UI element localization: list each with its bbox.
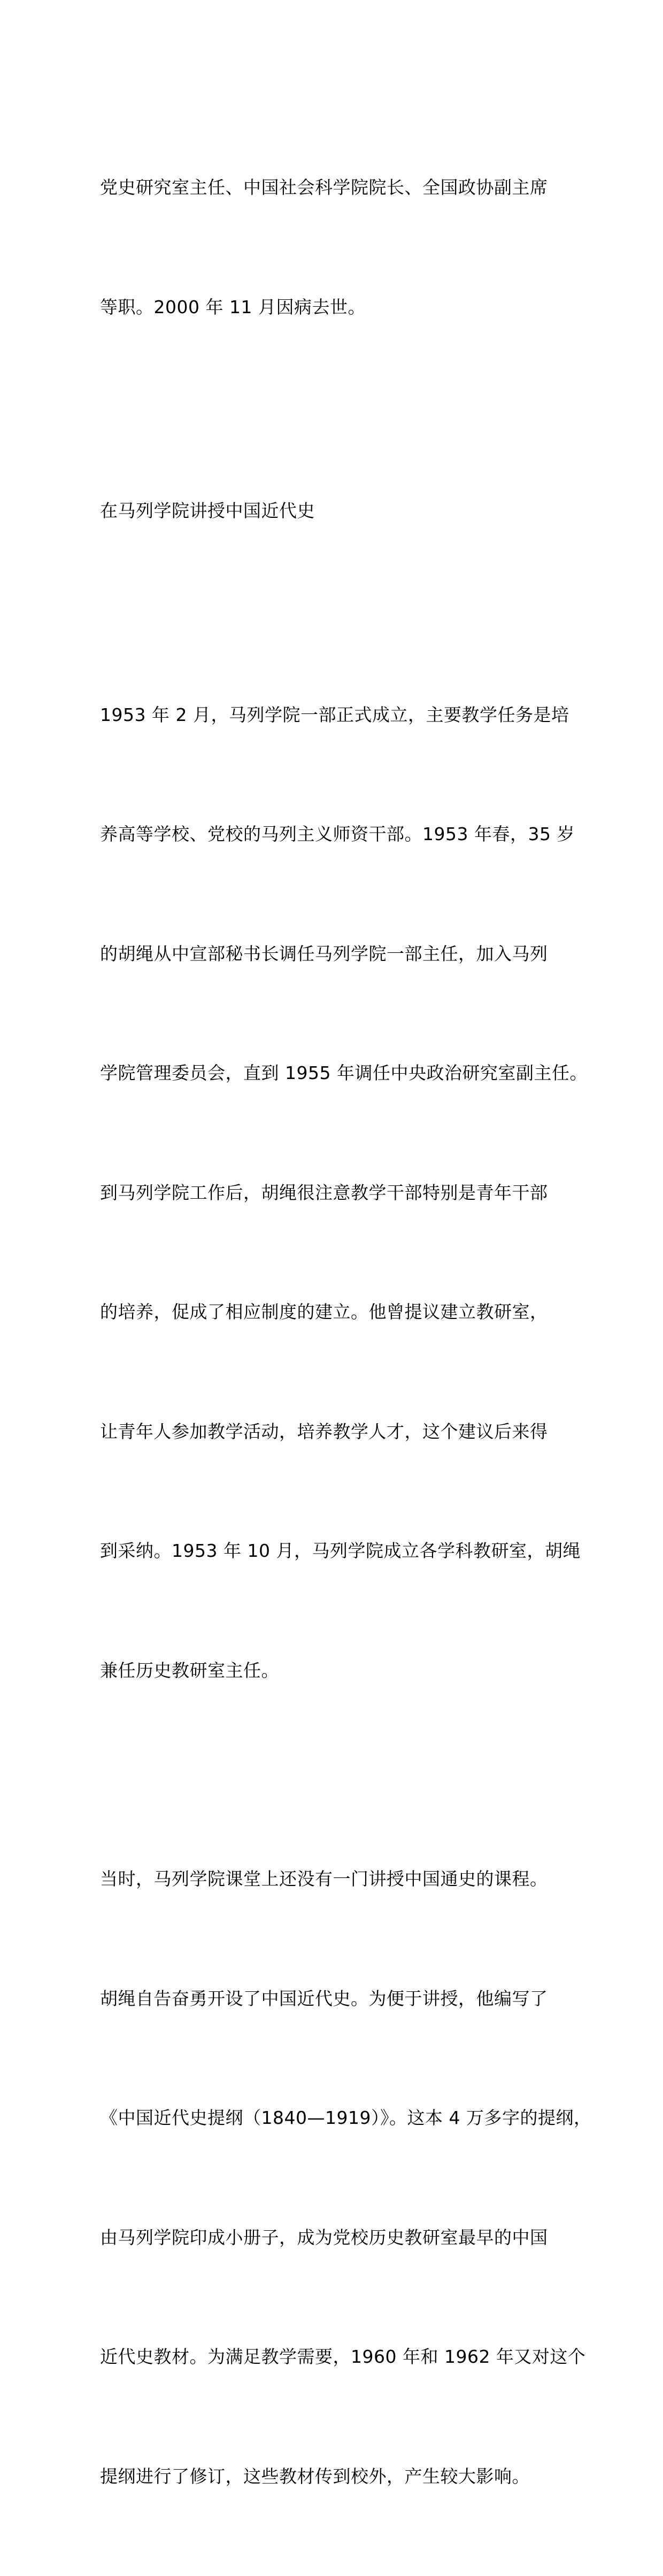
paragraph-spacer <box>100 407 571 412</box>
paragraph-modern-history-course <box>100 1780 592 2576</box>
text-line: 让青年人参加教学活动，培养教学人才，这个建议后来得 <box>100 1421 548 1442</box>
document-body <box>100 88 592 2576</box>
paragraph-biography-end <box>100 88 571 407</box>
text-line: 学院管理委员会，直到 1955 年调任中央政治研究室副主任。 <box>100 1062 588 1083</box>
text-line: 养高等学校、党校的马列主义师资干部。1953 年春，35 岁 <box>100 824 575 844</box>
text-line: 近代史教材。为满足教学需要，1960 年和 1962 年又对这个 <box>100 2346 586 2367</box>
paragraph-marxism-college <box>100 616 588 1771</box>
text-line: 的培养，促成了相应制度的建立。他曾提议建立教研室， <box>100 1301 548 1322</box>
text-line: 由马列学院印成小册子，成为党校历史教研室最早的中国 <box>100 2226 548 2248</box>
paragraph-spacer <box>100 1770 571 1780</box>
section-heading <box>100 412 571 611</box>
text-line: 兼任历史教研室主任。 <box>100 1659 279 1681</box>
text-line: 党史研究室主任、中国社会科学院院长、全国政协副主席 <box>100 177 548 198</box>
text-line: 提纲进行了修订，这些教材传到校外，产生较大影响。 <box>100 2465 530 2487</box>
text-line: 《中国近代史提纲（1840—1919）》。这本 4 万多字的提纲， <box>100 2107 592 2128</box>
heading-line: 在马列学院讲授中国近代史 <box>100 500 315 521</box>
text-line: 等职。2000 年 11 月因病去世。 <box>100 296 366 317</box>
text-line: 当时，马列学院课堂上还没有一门讲授中国通史的课程。 <box>100 1868 548 1889</box>
text-line: 到马列学院工作后，胡绳很注意教学干部特别是青年干部 <box>100 1182 548 1203</box>
text-line: 胡绳自告奋勇开设了中国近代史。为便于讲授，他编写了 <box>100 1988 548 2009</box>
text-line: 1953 年 2 月，马列学院一部正式成立，主要教学任务是培 <box>100 704 569 725</box>
paragraph-spacer <box>100 611 571 616</box>
text-line: 到采纳。1953 年 10 月，马列学院成立各学科教研室，胡绳 <box>100 1540 581 1561</box>
text-line: 的胡绳从中宣部秘书长调任马列学院一部主任，加入马列 <box>100 943 548 964</box>
